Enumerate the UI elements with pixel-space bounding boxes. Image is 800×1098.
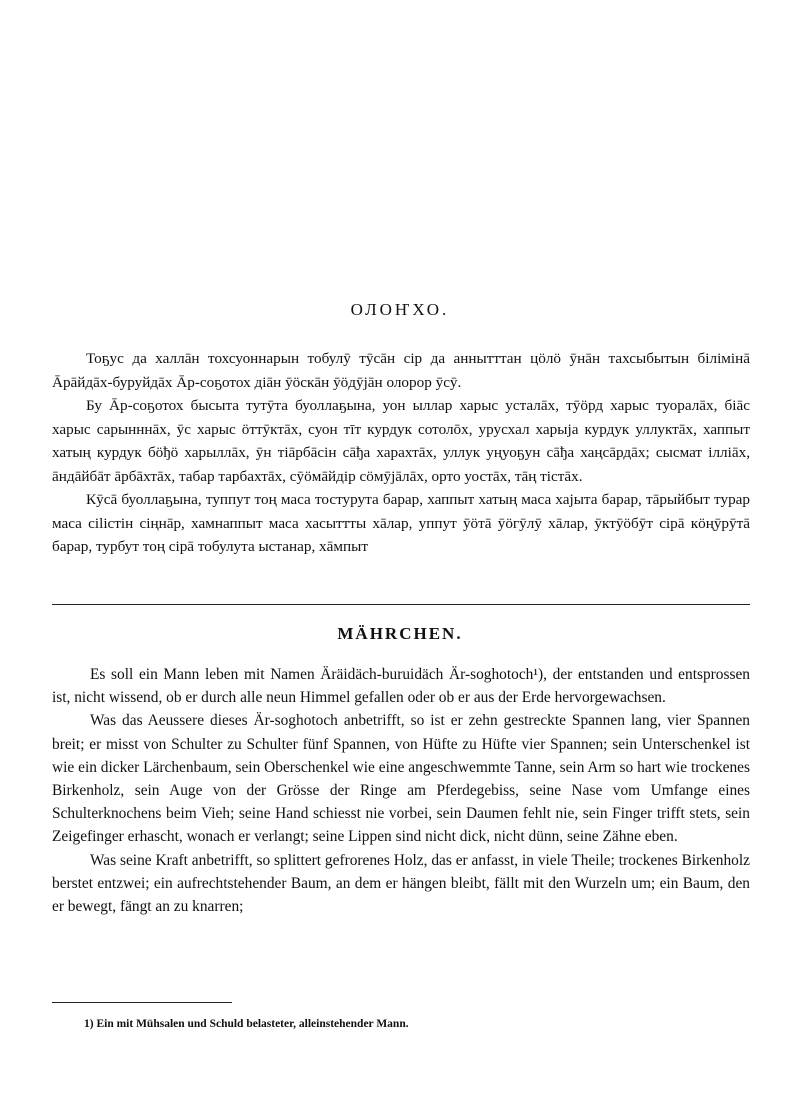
german-title: MÄHRCHEN. bbox=[337, 624, 463, 643]
yakut-text bbox=[52, 347, 750, 559]
section-divider bbox=[52, 604, 750, 605]
german-paragraph: Es soll ein Mann leben mit Namen Äräidäch-buruidäch Är-soghotoch¹), der entstanden und entsprossen ist, nicht wissend, ob er durch alle neun Himmel gefallen oder ob er aus der Erde hervorgewachsen. bbox=[52, 666, 750, 707]
yakut-paragraph: Тоҕус да халлāн тохсуоннарын тобулӯ тӯсāн сір да аннытттан цöлö ӯнāн тахсыбытын білімінā Āрāйдāх-буруйдāх Āр-соҕотох діāн ӯöскāн ӯöдӯјāн олорор ӯсӯ. bbox=[52, 350, 750, 391]
yakut-paragraph: Бу Āр-соҕотох бысыта тутӯта буоллаҕына, уон ыллар харыс усталāх, тӯöрд харыс туоралāх, біāс харыс сарынннāх, ӯс харыс öттӯктāх, суон тīт курдук сотолōх, урусхал харыја курдук уллуктāх, хаппыт хатың курдук бöђö харыллāх, ӯн тіāрбāсін сāђа харахтāх, уллук уңуоҕун сāђа хаңсāрдāх; сысмат ілліāх, āндāйбāт āрбāхтāх, табар тарбахтāх, сӯöмāйдір сöмӯјāлāх, орто уостāх, тāң тістāх. bbox=[52, 397, 750, 485]
yakut-paragraph: Кӯсā буоллаҕына, туппут тоң маса тостурута барар, хаппыт хатың маса хајыта барар, тāрыйбыт турар маса сіlістін сіңнāр, хамнаппыт маса хасыттты хāлар, уппут ӯöтā ӯöгӯлӯ хāлар, ӯктӯöбӯт сірā кöңӯрӯтā барар, турбут тоң сірā тобулута ыстанар, хāмпыт bbox=[52, 491, 750, 555]
german-paragraph: Was das Aeussere dieses Är-soghotoch anbetrifft, so ist er zehn gestreckte Spannen lang, vier Spannen breit; er misst von Schulter zu Schulter fünf Spannen, von Hüfte zu Hüfte vier Spannen; sein Unterschenkel ist wie ein dicker Lärchenbaum, sein Oberschenkel wie eine angeschwemmte Tanne, sein Arm so hart wie trockenes Birkenholz, sein Auge von der Grösse der Ringe am Pferdegebiss, seine Nase vom Umfange eines Schulterknochens beim Vieh; seine Hand schiesst nie vorbei, sein Daumen fehlt nie, sein Finger trifft stets, sein Zeigefinger erhascht, wonach er verlangt; seine Lippen sind nicht dick, nicht dünn, seine Zähne eben. bbox=[52, 712, 750, 846]
german-text bbox=[52, 663, 750, 918]
footnote: 1) Ein mit Mühsalen und Schuld belasteter, alleinstehender Mann. bbox=[84, 1018, 409, 1030]
yakut-title: ОЛОҤХО. bbox=[350, 300, 450, 319]
german-paragraph: Was seine Kraft anbetrifft, so splittert gefrorenes Holz, das er anfasst, in viele Theile; trockenes Birkenholz berstet entzwei; ein aufrechtstehender Baum, an dem er hängen bleibt, fällt mit den Wurzeln um; ein Baum, den er bewegt, fängt an zu knarren; bbox=[52, 851, 750, 916]
footnote-divider bbox=[52, 1002, 232, 1003]
